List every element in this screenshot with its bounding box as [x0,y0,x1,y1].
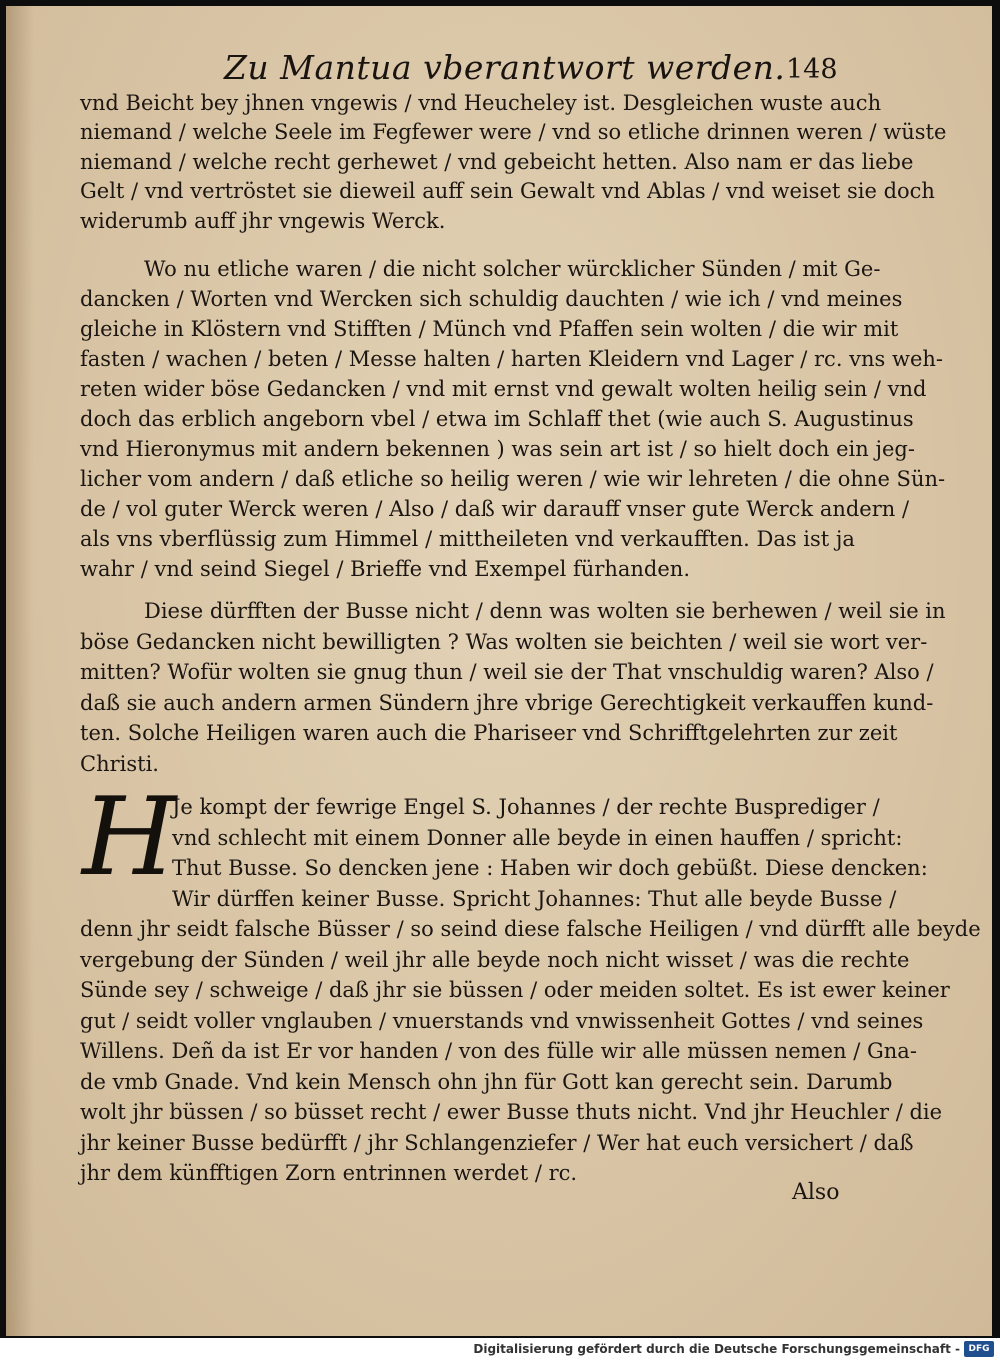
text-line: jhr dem künfftigen Zorn entrinnen werdet / rc. [80,1161,578,1185]
funding-credit: Digitalisierung gefördert durch die Deutsche Forschungsgemeinschaft - [473,1342,960,1356]
text-line: ten. Solche Heiligen waren auch die Phariseer vnd Schrifftgelehrten zur zeit [80,721,898,745]
page-number: 148 [786,54,838,85]
drop-cap: H [82,775,177,900]
text-line: widerumb auff jhr vngewis Werck. [80,208,446,233]
text-line: Je kompt der fewrige Engel S. Johannes / der rechte Busprediger / [172,795,880,819]
text-line: jhr keiner Busse bedürfft / jhr Schlangenziefer / Wer hat euch versichert / daß [80,1130,914,1155]
text-line: Diese dürfften der Busse nicht / denn was wolten sie berhewen / weil sie in [144,599,946,623]
text-line: niemand / welche recht gerhewet / vnd gebeicht hetten. Also nam er das liebe [80,149,914,174]
text-line: vnd Beicht bey jhnen vngewis / vnd Heucheley ist. Desgleichen wuste auch [80,91,882,115]
text-line: Willens. Deñ da ist Er vor handen / von des fülle wir alle müssen nemen / Gna- [80,1039,917,1063]
running-head: Zu Mantua vberantwort werden. [224,48,786,87]
text-line: wahr / vnd seind Siegel / Brieffe vnd Exempel fürhanden. [80,557,690,581]
text-line: Christi. [80,751,159,776]
dfg-logo: DFG [964,1341,994,1357]
text-line: Wir dürffen keiner Busse. Spricht Johannes: Thut alle beyde Busse / [172,886,897,911]
text-line: vnd Hieronymus mit andern bekennen ) was sein art ist / so hielt doch ein jeg- [80,437,915,461]
text-line: als vns vberflüssig zum Himmel / mittheileten vnd verkaufften. Das ist ja [80,527,855,551]
text-line: daß sie auch andern armen Sündern jhre vbrige Gerechtigkeit verkauffen kund- [80,690,934,715]
text-line: de vmb Gnade. Vnd kein Mensch ohn jhn für Gott kan gerecht sein. Darumb [80,1069,893,1094]
text-line: denn jhr seidt falsche Büsser / so seind diese falsche Heiligen / vnd dürfft alle beyde [80,917,981,941]
text-line: dancken / Worten vnd Wercken sich schuldig dauchten / wie ich / vnd meines [80,287,903,311]
book-page [6,6,992,1336]
text-line: wolt jhr büssen / so büsset recht / ewer Busse thuts nicht. Vnd jhr Heuchler / die [80,1100,943,1124]
text-line: gut / seidt voller vnglauben / vnuerstands vnd vnwissenheit Gottes / vnd seines [80,1008,924,1033]
text-line: gleiche in Klöstern vnd Stifften / Münch vnd Pfaffen sein wolten / die wir mit [80,317,899,341]
text-line: Wo nu etliche waren / die nicht solcher würcklicher Sünden / mit Ge- [144,257,881,281]
text-line: fasten / wachen / beten / Messe halten / harten Kleidern vnd Lager / rc. vns weh- [80,347,944,371]
text-line: Thut Busse. So dencken jene : Haben wir doch gebüßt. Diese dencken: [172,856,928,880]
text-line: licher vom andern / daß etliche so heilig weren / wie wir lehreten / die ohne Sün- [80,467,946,491]
text-line: vnd schlecht mit einem Donner alle beyde in einen hauffen / spricht: [172,825,903,850]
text-line: reten wider böse Gedancken / vnd mit ernst vnd gewalt wolten heilig sein / vnd [80,377,927,401]
text-line: Sünde sey / schweige / daß jhr sie büssen / oder meiden soltet. Es ist ewer keiner [80,978,950,1002]
footer-bar [0,1338,1000,1361]
text-line: vergebung der Sünden / weil jhr alle beyde noch nicht wisset / was die rechte [80,947,910,972]
catchword: Also [792,1180,840,1205]
text-line: niemand / welche Seele im Fegfewer were / vnd so etliche drinnen weren / wüste [80,120,947,145]
text-line: böse Gedancken nicht bewilligten ? Was wolten sie beichten / weil sie wort ver- [80,629,928,654]
text-line: doch das erblich angeborn vbel / etwa im Schlaff thet (wie auch S. Augustinus [80,407,914,431]
text-line: mitten? Wofür wolten sie gnug thun / weil sie der That vnschuldig waren? Also / [80,660,934,684]
text-line: de / vol guter Werck weren / Also / daß wir darauff vnser gute Werck andern / [80,497,910,521]
text-line: Gelt / vnd vertröstet sie dieweil auff sein Gewalt vnd Ablas / vnd weiset sie doch [80,179,935,204]
